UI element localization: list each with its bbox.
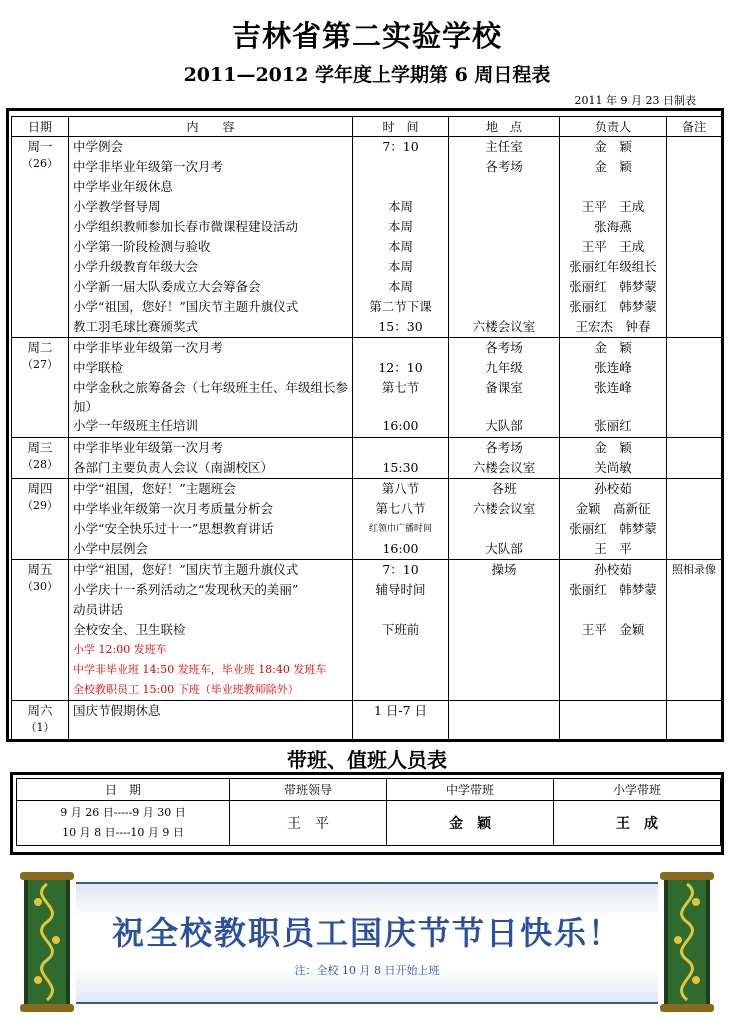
day-number: （28） (22, 458, 58, 471)
place-line: 大队部 (485, 418, 523, 433)
person-line: 金 颖 (594, 159, 632, 174)
time-line: 7：10 (382, 139, 419, 154)
person-line: 张丽红 (594, 418, 632, 433)
person-line (560, 600, 666, 620)
place-line (449, 519, 559, 539)
duty-header-leader: 带班领导 (230, 779, 387, 801)
day-name: 周四 (27, 481, 53, 496)
place-line: 九年级 (485, 360, 523, 375)
place-line: 各考场 (485, 440, 523, 455)
day-name: 周一 (27, 139, 53, 154)
content-line: 中学例会 (73, 139, 124, 154)
duty-leader: 王 平 (230, 801, 387, 846)
schedule-table (11, 116, 722, 741)
place-line (449, 701, 559, 721)
note-cell (667, 438, 722, 479)
time-line: 第七八节 (375, 501, 426, 516)
place-line (449, 297, 559, 317)
time-line (353, 660, 448, 680)
day-cell (12, 338, 69, 438)
person-line (560, 177, 666, 197)
place-line: 各班 (491, 481, 517, 496)
note-text: 照相录像 (672, 563, 716, 576)
place-line (449, 217, 559, 237)
document-subtitle: 2011—2012 学年度上学期第 6 周日程表 (183, 64, 551, 86)
schedule-day-row (12, 338, 722, 438)
time-line: 7：10 (382, 562, 419, 577)
time-line (353, 680, 448, 700)
content-cell (69, 560, 353, 701)
person-line: 金 颖 (594, 139, 632, 154)
place-line: 六楼会议室 (472, 501, 536, 516)
time-line: 辅导时间 (375, 582, 426, 597)
place-cell (449, 137, 560, 338)
content-line: 小学一年级班主任培训 (73, 418, 199, 433)
duty-table (16, 778, 721, 846)
header-note: 备注 (667, 117, 722, 137)
content-line: 中学联检 (73, 360, 124, 375)
day-cell (12, 479, 69, 560)
place-line (449, 620, 559, 640)
content-line: 小学组织教师参加长春市微课程建设活动 (73, 219, 299, 234)
time-cell (353, 479, 449, 560)
person-line: 张丽红 韩梦蒙 (569, 521, 657, 536)
place-line (449, 680, 559, 700)
content-line: 小学新一届大队委成立大会筹备会 (73, 279, 261, 294)
day-number: （30） (22, 580, 58, 593)
place-line: 大队部 (485, 541, 523, 556)
place-line: 主任室 (485, 139, 523, 154)
time-line: 16:00 (382, 541, 419, 556)
time-line: 下班前 (381, 622, 420, 637)
place-cell (449, 701, 560, 741)
time-line: 1 日-7 日 (373, 703, 428, 718)
content-cell (69, 137, 353, 338)
person-line: 金颖 高新征 (575, 501, 651, 516)
schedule-day-row (12, 137, 722, 338)
header-place: 地 点 (449, 117, 560, 137)
duty-title: 带班、值班人员表 (287, 748, 447, 772)
schedule-day-row (12, 479, 722, 560)
place-cell (449, 438, 560, 479)
place-line: 备课室 (485, 380, 523, 395)
made-date: 2011 年 9 月 23 日制表 (574, 94, 696, 107)
person-cell (560, 438, 667, 479)
place-line (449, 640, 559, 660)
person-line (560, 660, 666, 680)
day-number: （29） (22, 499, 58, 512)
day-number: （26） (22, 157, 58, 170)
time-cell (353, 701, 449, 741)
content-line: 小学“安全快乐过十一”思想教育讲话 (73, 521, 274, 536)
time-cell (353, 560, 449, 701)
person-cell (560, 479, 667, 560)
content-line: 中学毕业年级休息 (73, 179, 174, 194)
place-line (449, 177, 559, 197)
person-line: 王宏杰 钟春 (575, 319, 651, 334)
time-cell (353, 137, 449, 338)
duty-header-primary: 小学带班 (554, 779, 721, 801)
header-time: 时 间 (353, 117, 449, 137)
person-line: 王平 王成 (581, 199, 645, 214)
person-line (560, 701, 666, 721)
content-line: 中学毕业年级第一次月考质量分析会 (73, 501, 274, 516)
content-line: 中学非毕业年级第一次月考 (73, 159, 224, 174)
person-cell (560, 137, 667, 338)
person-line: 金 颖 (594, 340, 632, 355)
content-line: 中学非毕业年级第一次月考 (73, 340, 224, 355)
content-line: 小学“祖国，您好！”国庆节主题升旗仪式 (73, 299, 299, 314)
person-line: 张海燕 (594, 219, 632, 234)
person-line: 王平 王成 (581, 239, 645, 254)
content-cell (69, 701, 353, 741)
content-cell (69, 338, 353, 438)
content-line: 小学升级教育年级大会 (73, 259, 199, 274)
place-line (449, 660, 559, 680)
duty-dates (17, 801, 230, 846)
person-line: 张丽红 韩梦蒙 (569, 279, 657, 294)
person-line: 张丽红 韩梦蒙 (569, 299, 657, 314)
duty-primary: 王 成 (554, 801, 721, 846)
banner-note: 注：全校 10 月 8 日开始上班 (294, 964, 440, 977)
person-cell (560, 701, 667, 741)
holiday-banner (18, 872, 718, 1012)
person-line (560, 680, 666, 700)
person-line: 张丽红 韩梦蒙 (569, 582, 657, 597)
note-cell (667, 479, 722, 560)
duty-middle: 金 颖 (387, 801, 554, 846)
day-number: （27） (22, 358, 58, 371)
time-line (353, 338, 448, 358)
duty-date-line: 10 月 8 日----10 月 9 日 (62, 826, 184, 839)
person-line: 王 平 (594, 541, 632, 556)
day-number: （1） (25, 721, 55, 734)
day-name: 周六 (27, 703, 53, 718)
time-line: 红领巾广播时间 (368, 524, 432, 534)
place-line (449, 600, 559, 620)
document-title: 吉林省第二实验学校 (231, 19, 502, 53)
time-line: 15:30 (382, 460, 419, 475)
place-cell (449, 560, 560, 701)
note-cell (667, 137, 722, 338)
content-line: 中学非毕业班 14:50 发班车，毕业班 18:40 发班车 (73, 663, 327, 676)
schedule-day-row (12, 560, 722, 701)
person-line: 孙校茹 (594, 562, 632, 577)
time-line: 本周 (387, 259, 413, 274)
day-name: 周五 (27, 562, 53, 577)
scroll-left-ornament-icon (18, 872, 76, 1012)
time-line (353, 640, 448, 660)
person-line: 张丽红年级组长 (569, 259, 657, 274)
day-cell (12, 137, 69, 338)
time-line (353, 177, 448, 197)
time-line (353, 600, 448, 620)
time-line: 15：30 (378, 319, 423, 334)
place-line: 各考场 (485, 159, 523, 174)
duty-header-date: 日 期 (17, 779, 230, 801)
schedule-day-row (12, 701, 722, 741)
place-cell (449, 479, 560, 560)
place-line (449, 277, 559, 297)
time-line: 本周 (387, 279, 413, 294)
time-cell (353, 338, 449, 438)
place-line (449, 197, 559, 217)
content-line: 小学庆十一系列活动之“发现秋天的美丽” (73, 582, 299, 597)
time-line: 第八节 (381, 481, 420, 496)
content-line: 中学“祖国，您好！”国庆节主题升旗仪式 (73, 562, 299, 577)
place-line (449, 237, 559, 257)
time-line: 第二节下课 (369, 299, 432, 314)
content-line: 小学中层例会 (73, 541, 149, 556)
person-line (560, 640, 666, 660)
day-name: 周二 (27, 340, 53, 355)
place-line (449, 580, 559, 600)
content-line: 中学金秋之旅筹备会（七年级班主任、年级组长参加） (73, 380, 349, 414)
place-line: 操场 (491, 562, 517, 577)
content-line: 全校安全、卫生联检 (73, 622, 186, 637)
person-line: 王平 金颖 (581, 622, 645, 637)
content-line: 中学“祖国，您好！”主题班会 (73, 481, 236, 496)
content-line: 中学非毕业年级第一次月考 (73, 440, 224, 455)
time-line: 本周 (387, 239, 413, 254)
schedule-day-row (12, 438, 722, 479)
time-line (353, 157, 448, 177)
person-line: 张连峰 (594, 380, 632, 395)
content-line: 国庆节假期休息 (73, 703, 161, 718)
header-content: 内 容 (69, 117, 353, 137)
scroll-right-ornament-icon (658, 872, 716, 1012)
duty-row (17, 801, 721, 846)
time-line (353, 438, 448, 458)
person-line: 张连峰 (594, 360, 632, 375)
place-cell (449, 338, 560, 438)
content-line: 全校教职员工 15:00 下班（毕业班教师除外） (73, 683, 299, 696)
person-cell (560, 338, 667, 438)
content-line: 小学教学督导周 (73, 199, 161, 214)
time-line: 16:00 (382, 418, 419, 433)
header-person: 负责人 (560, 117, 667, 137)
banner-text: 祝全校教职员工国庆节节日快乐！ (111, 914, 622, 952)
time-line: 第七节 (381, 380, 420, 395)
content-line: 各部门主要负责人会议（南湖校区） (73, 460, 274, 475)
schedule-header-row (12, 117, 722, 137)
person-cell (560, 560, 667, 701)
day-cell (12, 438, 69, 479)
note-cell (667, 338, 722, 438)
content-cell (69, 479, 353, 560)
person-line: 金 颖 (594, 440, 632, 455)
content-line: 教工羽毛球比赛颁奖式 (73, 319, 199, 334)
person-line: 关尚敏 (594, 460, 632, 475)
day-cell (12, 701, 69, 741)
content-line: 小学 12:00 发班车 (73, 643, 167, 656)
place-line: 六楼会议室 (472, 319, 536, 334)
place-line: 六楼会议室 (472, 460, 536, 475)
content-cell (69, 438, 353, 479)
time-line: 本周 (387, 219, 413, 234)
day-cell (12, 560, 69, 701)
day-name: 周三 (27, 440, 53, 455)
time-line: 本周 (387, 199, 413, 214)
person-line: 孙校茹 (594, 481, 632, 496)
duty-header-row (17, 779, 721, 801)
header-day: 日期 (12, 117, 69, 137)
banner-body (76, 882, 658, 1004)
place-line (449, 257, 559, 277)
note-cell (667, 560, 722, 701)
duty-header-middle: 中学带班 (387, 779, 554, 801)
time-line: 12：10 (378, 360, 423, 375)
content-line: 动员讲话 (73, 602, 124, 617)
time-cell (353, 438, 449, 479)
content-line: 小学第一阶段检测与验收 (73, 239, 211, 254)
duty-date-line: 9 月 26 日-----9 月 30 日 (60, 806, 186, 819)
place-line: 各考场 (485, 340, 523, 355)
note-cell (667, 701, 722, 741)
